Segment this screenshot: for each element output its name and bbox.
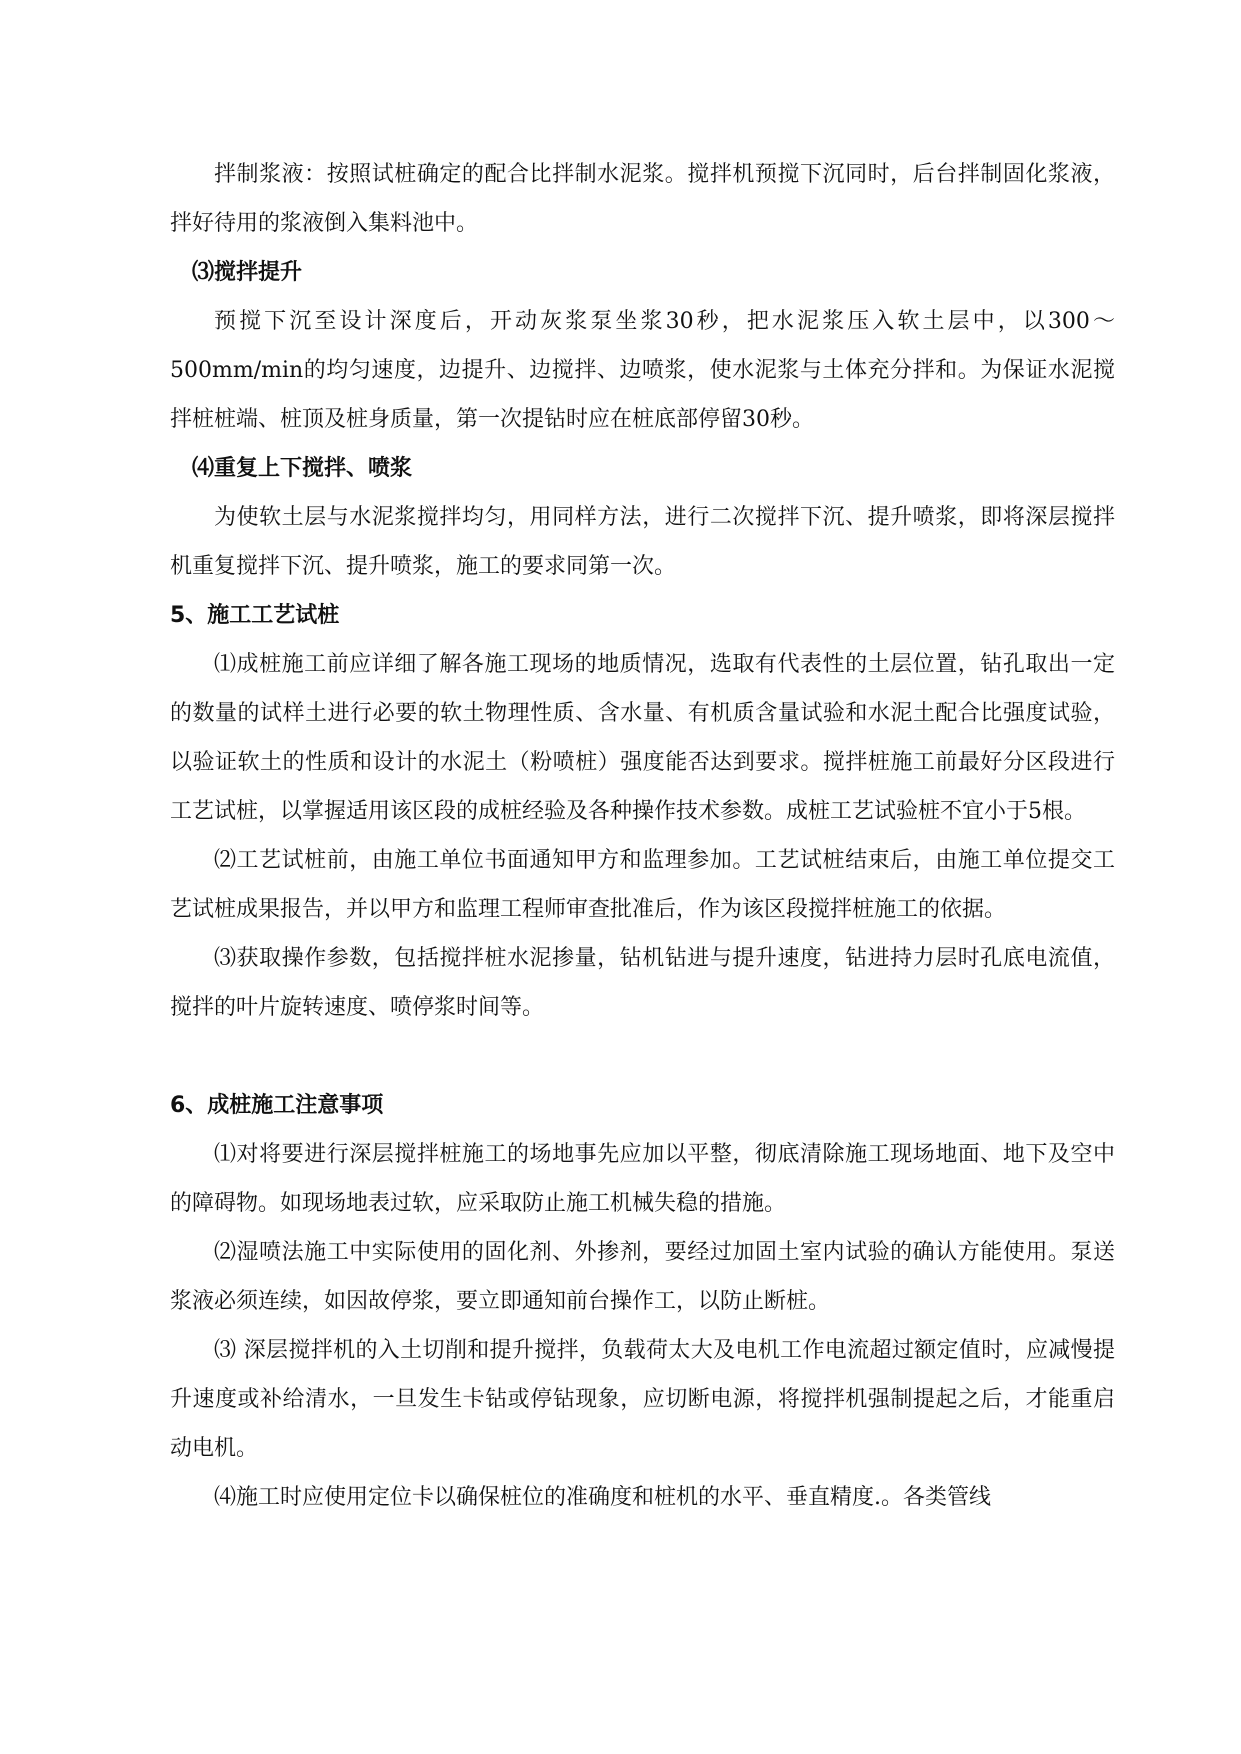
paragraph-precautions-2: ⑵湿喷法施工中实际使用的固化剂、外掺剂，要经过加固土室内试验的确认方能使用。泵送浆液必须连续，如因故停浆，要立即通知前台操作工，以防止断桩。 (170, 1240, 1115, 1314)
heading-mixing-lifting: ⑶搅拌提升 (192, 260, 303, 285)
heading-precautions: 6、成桩施工注意事项 (170, 1093, 384, 1118)
paragraph-trial-pile-1: ⑴成桩施工前应详细了解各施工现场的地质情况，选取有代表性的土层位置，钻孔取出一定的数量的试样土进行必要的软土物理性质、含水量、有机质含量试验和水泥土配合比强度试验，以验证软土的性质和设计的水泥土（粉喷桩）强度能否达到要求。搅拌桩施工前最好分区段进行工艺试桩，以掌握适用该区段的成桩经验及各种操作技术参数。成桩工艺试验桩不宜小于5根。 (170, 652, 1115, 824)
paragraph-mixing-lifting: 预搅下沉至设计深度后，开动灰浆泵坐浆30秒，把水泥浆压入软土层中，以300～500mm/min的均匀速度，边提升、边搅拌、边喷浆，使水泥浆与土体充分拌和。为保证水泥搅拌桩桩端、桩顶及桩身质量，第一次提钻时应在桩底部停留30秒。 (170, 309, 1115, 432)
document-body (170, 150, 1115, 1522)
paragraph-trial-pile-3: ⑶获取操作参数，包括搅拌桩水泥掺量，钻机钻进与提升速度，钻进持力层时孔底电流值，搅拌的叶片旋转速度、喷停浆时间等。 (170, 946, 1115, 1020)
paragraph-repeat-mixing: 为使软土层与水泥浆搅拌均匀，用同样方法，进行二次搅拌下沉、提升喷浆，即将深层搅拌机重复搅拌下沉、提升喷浆，施工的要求同第一次。 (170, 505, 1115, 579)
paragraph-precautions-4: ⑷施工时应使用定位卡以确保桩位的准确度和桩机的水平、垂直精度.。各类管线 (214, 1485, 991, 1510)
paragraph-mixing-slurry: 拌制浆液：按照试桩确定的配合比拌制水泥浆。搅拌机预搅下沉同时，后台拌制固化浆液，拌好待用的浆液倒入集料池中。 (170, 162, 1115, 236)
paragraph-precautions-3: ⑶ 深层搅拌机的入土切削和提升搅拌，负载荷太大及电机工作电流超过额定值时，应减慢提升速度或补给清水，一旦发生卡钻或停钻现象，应切断电源，将搅拌机强制提起之后，才能重启动电机。 (170, 1338, 1115, 1461)
heading-repeat-mixing: ⑷重复上下搅拌、喷浆 (192, 456, 413, 481)
paragraph-trial-pile-2: ⑵工艺试桩前，由施工单位书面通知甲方和监理参加。工艺试桩结束后，由施工单位提交工艺试桩成果报告，并以甲方和监理工程师审查批准后，作为该区段搅拌桩施工的依据。 (170, 848, 1115, 922)
section-gap (170, 1032, 1115, 1081)
paragraph-precautions-1: ⑴对将要进行深层搅拌桩施工的场地事先应加以平整，彻底清除施工现场地面、地下及空中的障碍物。如现场地表过软，应采取防止施工机械失稳的措施。 (170, 1142, 1115, 1216)
heading-trial-pile: 5、施工工艺试桩 (170, 603, 340, 628)
